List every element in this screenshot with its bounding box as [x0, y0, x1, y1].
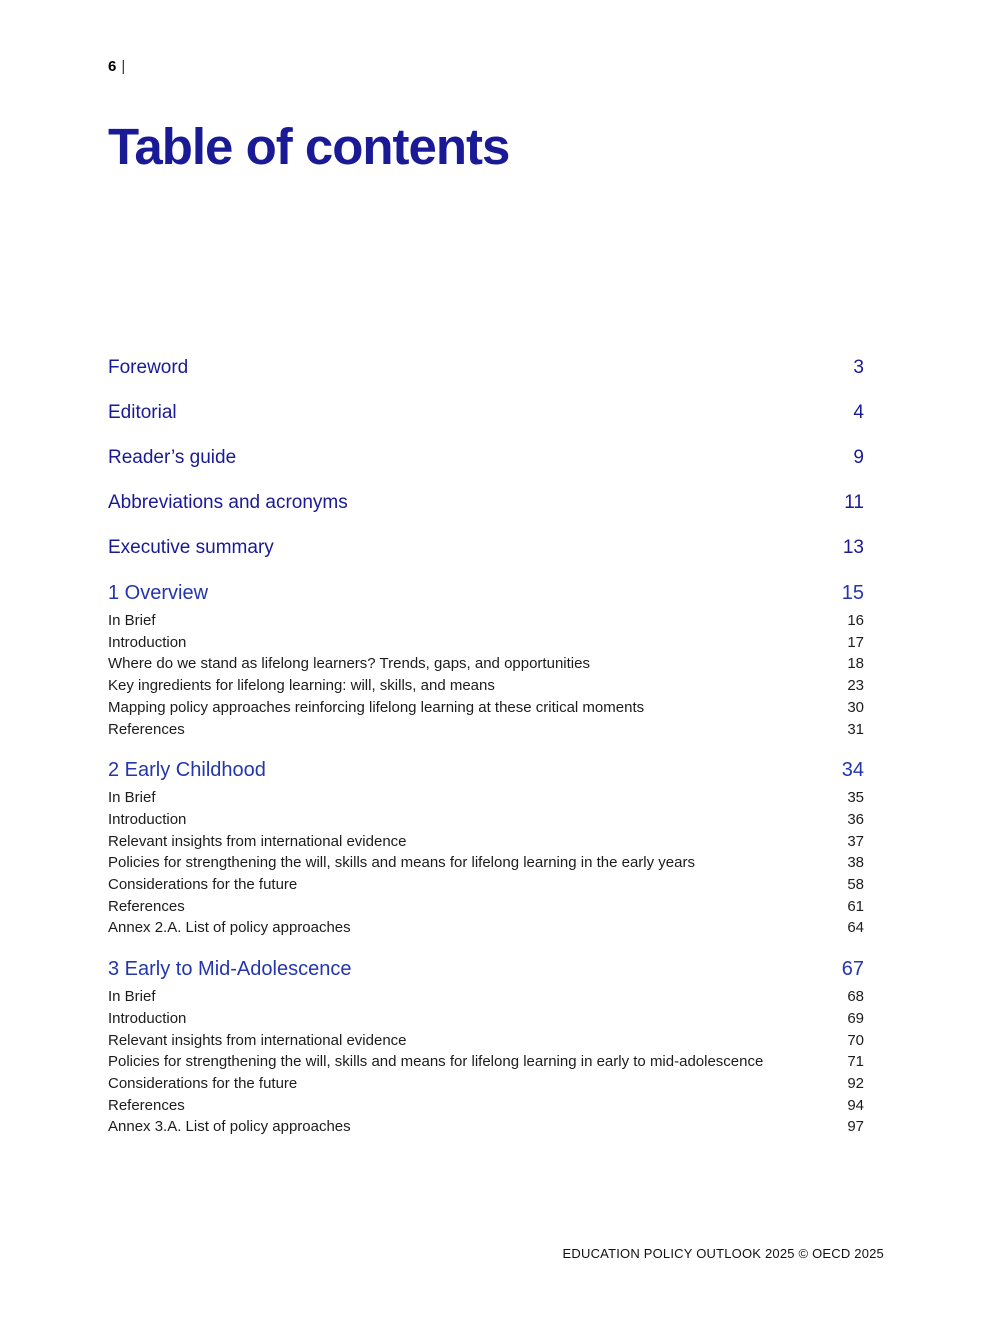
- toc-entry-page-number: 94: [847, 1096, 864, 1114]
- toc-sub-entry[interactable]: [108, 831, 864, 853]
- toc-sub-entry[interactable]: [108, 632, 864, 654]
- toc-entry-label: Annex 2.A. List of policy approaches: [108, 919, 351, 937]
- toc-entry-page-number: 69: [847, 1009, 864, 1027]
- toc-sub-entry[interactable]: [108, 852, 864, 874]
- toc-entry-label: Policies for strengthening the will, skills and means for lifelong learning in early to mid-adolescence: [108, 1053, 764, 1071]
- toc-sub-entry[interactable]: [108, 809, 864, 831]
- toc-sub-entry[interactable]: [108, 610, 864, 632]
- toc-entry-page-number: 58: [847, 876, 864, 894]
- toc-front-entry[interactable]: [108, 491, 864, 514]
- toc-sub-entry[interactable]: [108, 1008, 864, 1030]
- toc-entry-label: References: [108, 1096, 185, 1114]
- chapter-list: [108, 581, 864, 1138]
- toc-entry-page-number: 4: [853, 402, 864, 423]
- toc-entry-page-number: 67: [841, 958, 864, 981]
- toc-entry-label: 2 Early Childhood: [108, 759, 266, 782]
- toc-entry-label: Executive summary: [108, 537, 274, 558]
- toc-front-entry[interactable]: [108, 356, 864, 379]
- chapter-items: [108, 986, 864, 1138]
- toc-entry-label: Introduction: [108, 633, 187, 651]
- toc-sub-entry[interactable]: [108, 1095, 864, 1117]
- toc-entry-label: Policies for strengthening the will, skills and means for lifelong learning in the early years: [108, 854, 695, 872]
- toc-entry-label: Introduction: [108, 810, 187, 828]
- toc-sub-entry[interactable]: [108, 1116, 864, 1138]
- toc-entry-label: Considerations for the future: [108, 1074, 298, 1092]
- toc-entry-page-number: 70: [847, 1031, 864, 1049]
- toc-sub-entry[interactable]: [108, 675, 864, 697]
- toc-front-entry[interactable]: [108, 401, 864, 424]
- toc-entry-page-number: 30: [847, 698, 864, 716]
- toc-sub-entry[interactable]: [108, 1073, 864, 1095]
- toc-chapter-heading[interactable]: [108, 758, 864, 783]
- chapter-items: [108, 787, 864, 939]
- toc-sub-entry[interactable]: [108, 787, 864, 809]
- toc-entry-page-number: 38: [847, 854, 864, 872]
- toc-entry-page-number: 9: [853, 447, 864, 468]
- toc-entry-label: Foreword: [108, 357, 189, 378]
- page-number-separator: |: [121, 58, 126, 75]
- toc-sub-entry[interactable]: [108, 917, 864, 939]
- page-title: Table of contents: [108, 118, 510, 175]
- toc-entry-page-number: 92: [847, 1074, 864, 1092]
- running-footer: EDUCATION POLICY OUTLOOK 2025 © OECD 2025: [562, 1246, 884, 1261]
- running-header: [108, 58, 884, 76]
- toc-entry-label: Relevant insights from international evidence: [108, 832, 407, 850]
- toc-chapter-heading[interactable]: [108, 581, 864, 606]
- toc-entry-label: Reader’s guide: [108, 447, 237, 468]
- chapter-block: [108, 758, 864, 939]
- toc-entry-page-number: 97: [847, 1118, 864, 1136]
- toc-entry-label: In Brief: [108, 612, 156, 629]
- toc-front-entry[interactable]: [108, 536, 864, 559]
- toc-sub-entry[interactable]: [108, 896, 864, 918]
- toc-sub-entry[interactable]: [108, 986, 864, 1008]
- toc-entry-label: Abbreviations and acronyms: [108, 492, 348, 513]
- toc-entry-page-number: 15: [841, 582, 864, 604]
- toc-sub-entry[interactable]: [108, 1030, 864, 1052]
- toc-entry-page-number: 36: [847, 810, 864, 828]
- toc-entry-page-number: 16: [847, 612, 864, 629]
- toc-entry-label: In Brief: [108, 988, 156, 1006]
- toc-entry-page-number: 35: [847, 789, 864, 807]
- toc-sub-entry[interactable]: [108, 719, 864, 741]
- toc-entry-page-number: 11: [844, 492, 864, 513]
- front-matter-list: [108, 356, 864, 559]
- toc-entry-label: In Brief: [108, 789, 156, 807]
- toc-sub-entry[interactable]: [108, 697, 864, 719]
- table-of-contents: [108, 356, 884, 1138]
- toc-entry-page-number: 37: [847, 832, 864, 850]
- toc-entry-page-number: 31: [847, 720, 864, 738]
- toc-entry-label: Mapping policy approaches reinforcing lifelong learning at these critical moments: [108, 698, 645, 716]
- toc-entry-label: 1 Overview: [108, 582, 209, 604]
- toc-entry-label: Relevant insights from international evidence: [108, 1031, 407, 1049]
- toc-entry-page-number: 71: [847, 1053, 864, 1071]
- chapter-block: [108, 957, 864, 1138]
- toc-entry-page-number: 64: [847, 919, 864, 937]
- toc-entry-label: Key ingredients for lifelong learning: will, skills, and means: [108, 677, 495, 695]
- toc-entry-page-number: 13: [842, 537, 864, 558]
- toc-entry-page-number: 68: [847, 988, 864, 1006]
- toc-entry-label: 3 Early to Mid-Adolescence: [108, 958, 352, 981]
- toc-chapter-heading[interactable]: [108, 957, 864, 982]
- toc-entry-label: Considerations for the future: [108, 876, 298, 894]
- toc-entry-label: Introduction: [108, 1009, 187, 1027]
- toc-entry-label: References: [108, 897, 185, 915]
- toc-entry-page-number: 17: [847, 633, 864, 651]
- toc-entry-page-number: 3: [853, 357, 864, 378]
- toc-entry-page-number: 61: [847, 897, 864, 915]
- toc-entry-label: Where do we stand as lifelong learners? Trends, gaps, and opportunities: [108, 655, 590, 673]
- toc-entry-label: Editorial: [108, 402, 177, 423]
- toc-sub-entry[interactable]: [108, 1051, 864, 1073]
- toc-entry-page-number: 34: [841, 759, 864, 782]
- page-number: 6: [108, 58, 117, 75]
- toc-entry-page-number: 18: [847, 655, 864, 673]
- chapter-items: [108, 610, 864, 740]
- toc-sub-entry[interactable]: [108, 653, 864, 675]
- chapter-block: [108, 581, 864, 740]
- toc-entry-page-number: 23: [847, 677, 864, 695]
- toc-entry-label: References: [108, 720, 185, 738]
- toc-front-entry[interactable]: [108, 446, 864, 469]
- toc-sub-entry[interactable]: [108, 874, 864, 896]
- toc-entry-label: Annex 3.A. List of policy approaches: [108, 1118, 351, 1136]
